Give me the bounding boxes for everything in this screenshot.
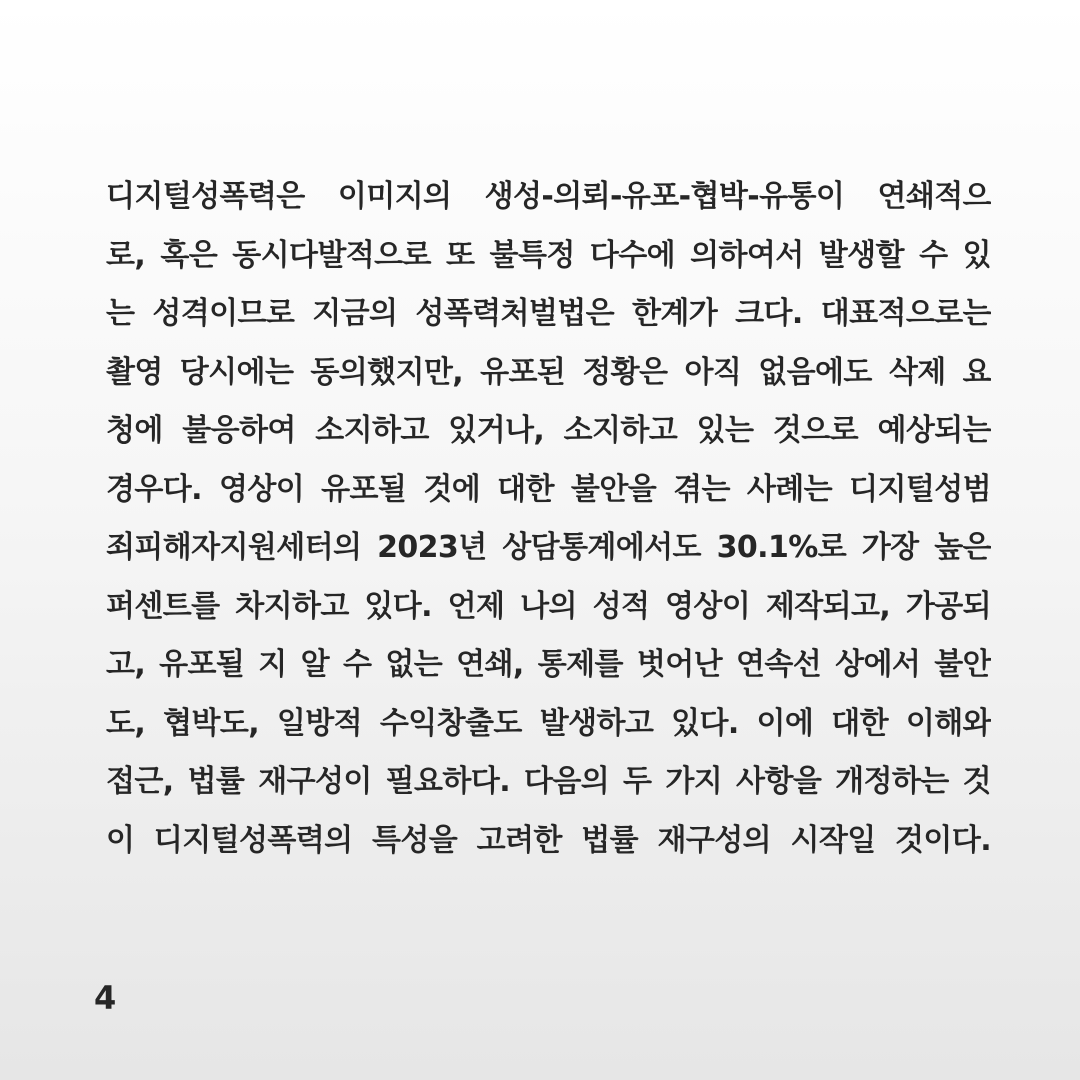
body-line: 촬영 당시에는 동의했지만, 유포된 정황은 아직 없음에도 삭제 요 [106, 354, 991, 390]
body-line: 디지털성폭력은 이미지의 생성-의뢰-유포-협박-유통이 연쇄적으 [106, 179, 991, 214]
body-line: 고, 유포될 지 알 수 없는 연쇄, 통제를 벗어난 연속선 상에서 불안 [106, 647, 991, 682]
body-line: 죄피해자지원세터의 2023년 상담통계에서도 30.1%로 가장 높은 [106, 530, 991, 565]
body-line: 도, 협박도, 일방적 수익창출도 발생하고 있다. 이에 대한 이해와 [106, 705, 991, 741]
body-line: 청에 불응하여 소지하고 있거나, 소지하고 있는 것으로 예상되는 [106, 413, 991, 448]
body-line: 퍼센트를 차지하고 있다. 언제 나의 성적 영상이 제작되고, 가공되 [106, 588, 991, 624]
body-line: 로, 혹은 동시다발적으로 또 불특정 다수에 의하여서 발생할 수 있 [106, 237, 991, 273]
body-line: 는 성격이므로 지금의 성폭력처벌법은 한계가 크다. 대표적으로는 [106, 296, 991, 331]
body-line: 경우다. 영상이 유포될 것에 대한 불안을 겪는 사례는 디지털성범 [106, 471, 991, 507]
page-number: 4 [94, 979, 117, 1017]
body-text [106, 168, 991, 870]
body-line: 이 디지털성폭력의 특성을 고려한 법률 재구성의 시작일 것이다. [106, 822, 991, 858]
body-line: 접근, 법률 재구성이 필요하다. 다음의 두 가지 사항을 개정하는 것 [106, 764, 991, 799]
